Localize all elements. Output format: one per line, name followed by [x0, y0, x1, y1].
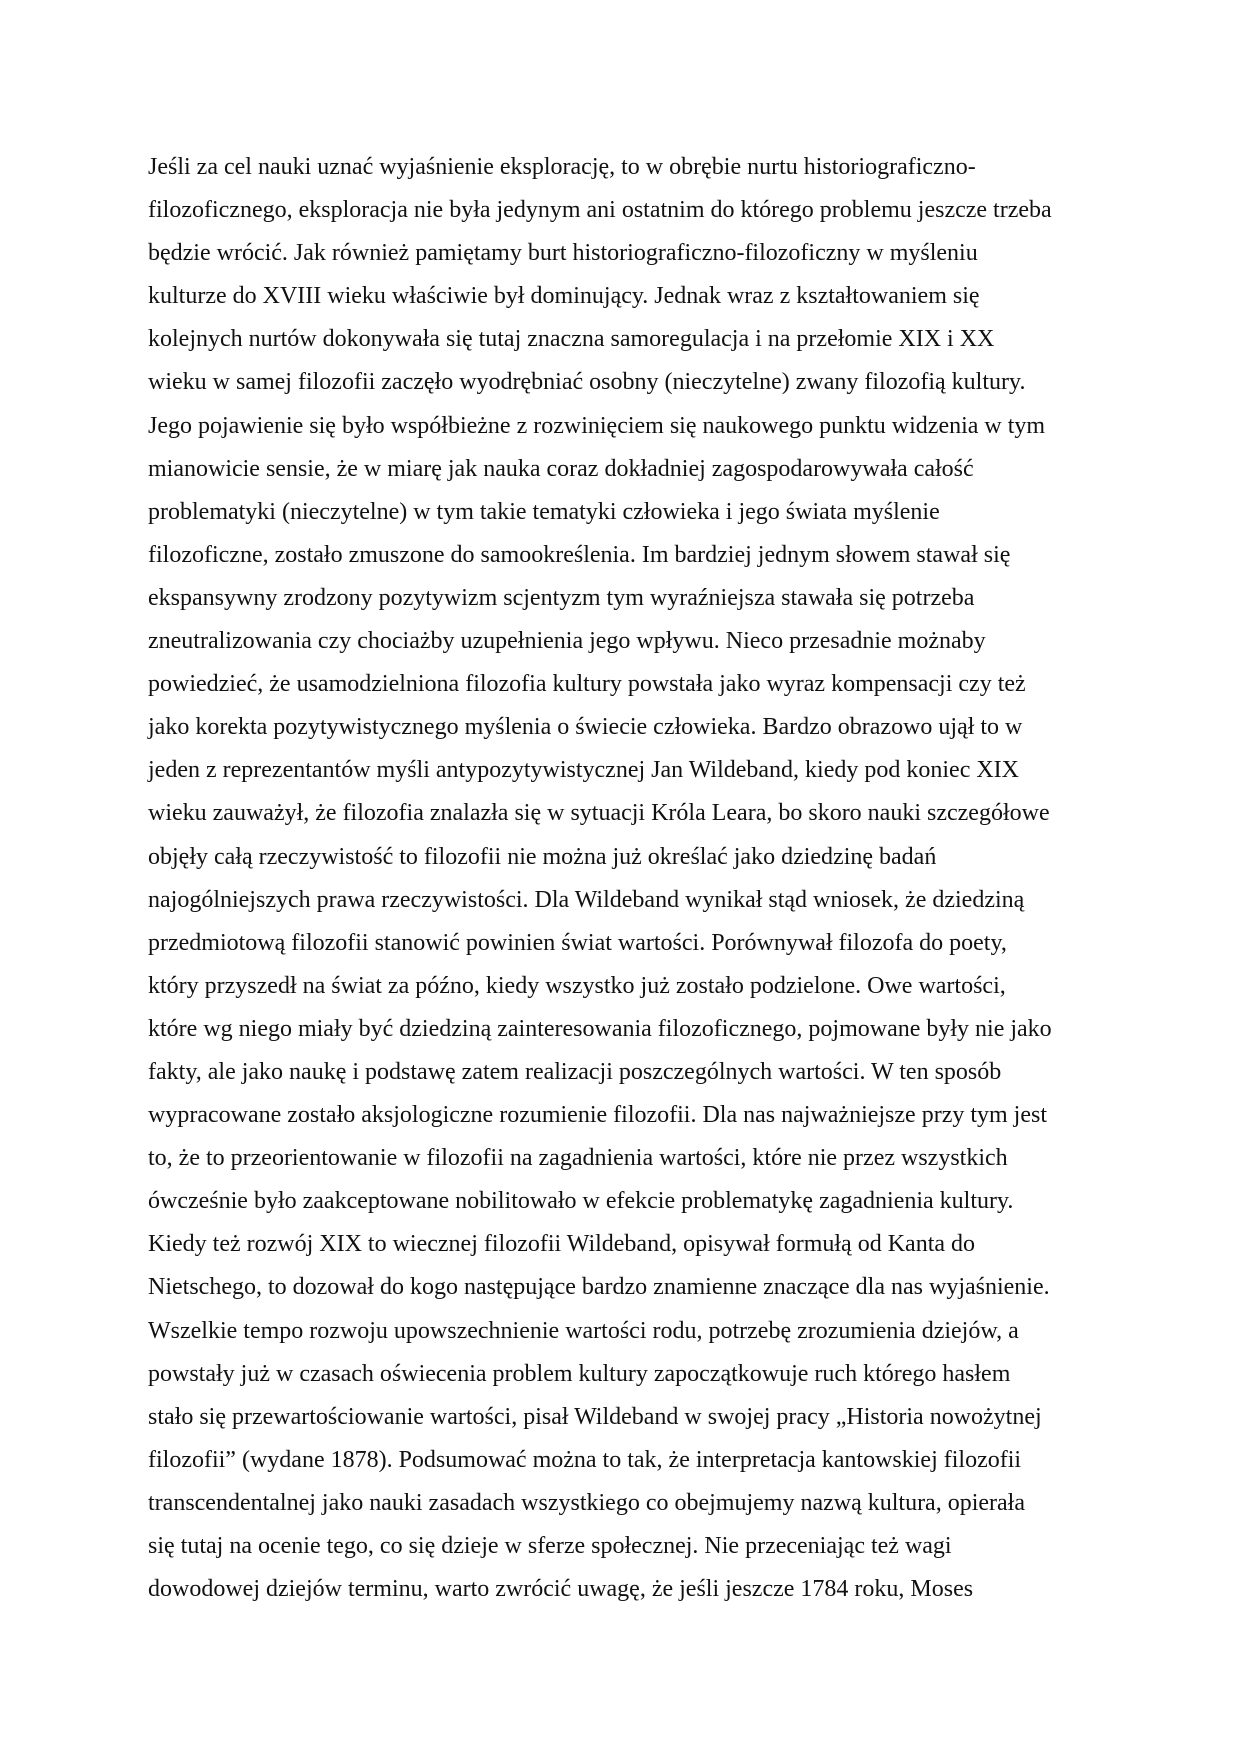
text-line: mianowicie sensie, że w miarę jak nauka coraz dokładniej zagospodarowywała całość	[148, 455, 974, 482]
text-line: filozoficznego, eksploracja nie była jedynym ani ostatnim do którego problemu jeszcze trzeba	[148, 197, 1052, 224]
text-line: kolejnych nurtów dokonywała się tutaj znaczna samoregulacja i na przełomie XIX i XX	[148, 326, 995, 353]
text-line: problematyki (nieczytelne) w tym takie tematyki człowieka i jego świata myślenie	[148, 498, 940, 525]
text-line: jako korekta pozytywistycznego myślenia o świecie człowieka. Bardzo obrazowo ujął to w	[148, 714, 1023, 741]
text-line: się tutaj na ocenie tego, co się dzieje w sferze społecznej. Nie przeceniając też wagi	[148, 1533, 952, 1559]
text-line: stało się przewartościowanie wartości, pisał Wildeband w swojej pracy „Historia nowożytnej	[148, 1403, 1042, 1430]
text-line: przedmiotową filozofii stanowić powinien świat wartości. Porównywał filozofa do poety,	[148, 929, 1007, 956]
text-line: będzie wrócić. Jak również pamiętamy burt historiograficzno-filozoficzny w myśleniu	[148, 240, 978, 267]
text-line: ówcześnie było zaakceptowane nobilitowało w efekcie problematykę zagadnienia kultury.	[148, 1188, 1014, 1215]
text-line: Jeśli za cel nauki uznać wyjaśnienie eksplorację, to w obrębie nurtu historiograficzno-	[148, 154, 976, 180]
text-line: ekspansywny zrodzony pozytywizm scjentyzm tym wyraźniejsza stawała się potrzeba	[148, 584, 975, 611]
text-line: fakty, ale jako naukę i podstawę zatem realizacji poszczególnych wartości. W ten sposób	[148, 1058, 1002, 1085]
text-line: wieku zauważył, że filozofia znalazła się w sytuacji Króla Leara, bo skoro nauki szczegółowe	[148, 800, 1050, 827]
text-line: objęły całą rzeczywistość to filozofii nie można już określać jako dziedzinę badań	[148, 843, 937, 870]
text-line: transcendentalnej jako nauki zasadach wszystkiego co obejmujemy nazwą kultura, opierała	[148, 1489, 1025, 1516]
text-line: Wszelkie tempo rozwoju upowszechnienie wartości rodu, potrzebę zrozumienia dziejów, a	[148, 1317, 1019, 1344]
text-line: kulturze do XVIII wieku właściwie był dominujący. Jednak wraz z kształtowaniem się	[148, 283, 980, 310]
text-line: najogólniejszych prawa rzeczywistości. Dla Wildeband wynikał stąd wniosek, że dziedziną	[148, 886, 1025, 913]
text-line: wypracowane zostało aksjologiczne rozumienie filozofii. Dla nas najważniejsze przy tym jest	[148, 1102, 1048, 1129]
text-line: który przyszedł na świat za późno, kiedy wszystko już zostało podzielone. Owe wartości,	[148, 972, 1006, 999]
text-line: filozoficzne, zostało zmuszone do samookreślenia. Im bardziej jednym słowem stawał się	[148, 541, 1011, 568]
text-line: filozofii” (wydane 1878). Podsumować można to tak, że interpretacja kantowskiej filozofii	[148, 1446, 1022, 1473]
text-line: powstały już w czasach oświecenia problem kultury zapoczątkowuje ruch którego hasłem	[148, 1360, 1011, 1387]
text-line: powiedzieć, że usamodzielniona filozofia kultury powstała jako wyraz kompensacji czy też	[148, 671, 1026, 698]
body-text	[148, 146, 1098, 1611]
text-line: jeden z reprezentantów myśli antypozytywistycznej Jan Wildeband, kiedy pod koniec XIX	[148, 757, 1019, 784]
text-line: Jego pojawienie się było współbieżne z rozwinięciem się naukowego punktu widzenia w tym	[148, 412, 1046, 439]
text-line: Nietschego, to dozował do kogo następujące bardzo znamienne znaczące dla nas wyjaśnienie.	[148, 1274, 1050, 1301]
text-line: to, że to przeorientowanie w filozofii na zagadnienia wartości, które nie przez wszystkich	[148, 1145, 1008, 1172]
text-line: które wg niego miały być dziedziną zainteresowania filozoficznego, pojmowane były nie jako	[148, 1015, 1052, 1042]
text-line: Kiedy też rozwój XIX to wiecznej filozofii Wildeband, opisywał formułą od Kanta do	[148, 1231, 976, 1258]
text-line: dowodowej dziejów terminu, warto zwrócić uwagę, że jeśli jeszcze 1784 roku, Moses	[148, 1576, 974, 1603]
text-line: wieku w samej filozofii zaczęło wyodrębniać osobny (nieczytelne) zwany filozofią kultury.	[148, 369, 1026, 396]
text-line: zneutralizowania czy chociażby uzupełnienia jego wpływu. Nieco przesadnie możnaby	[148, 628, 986, 655]
